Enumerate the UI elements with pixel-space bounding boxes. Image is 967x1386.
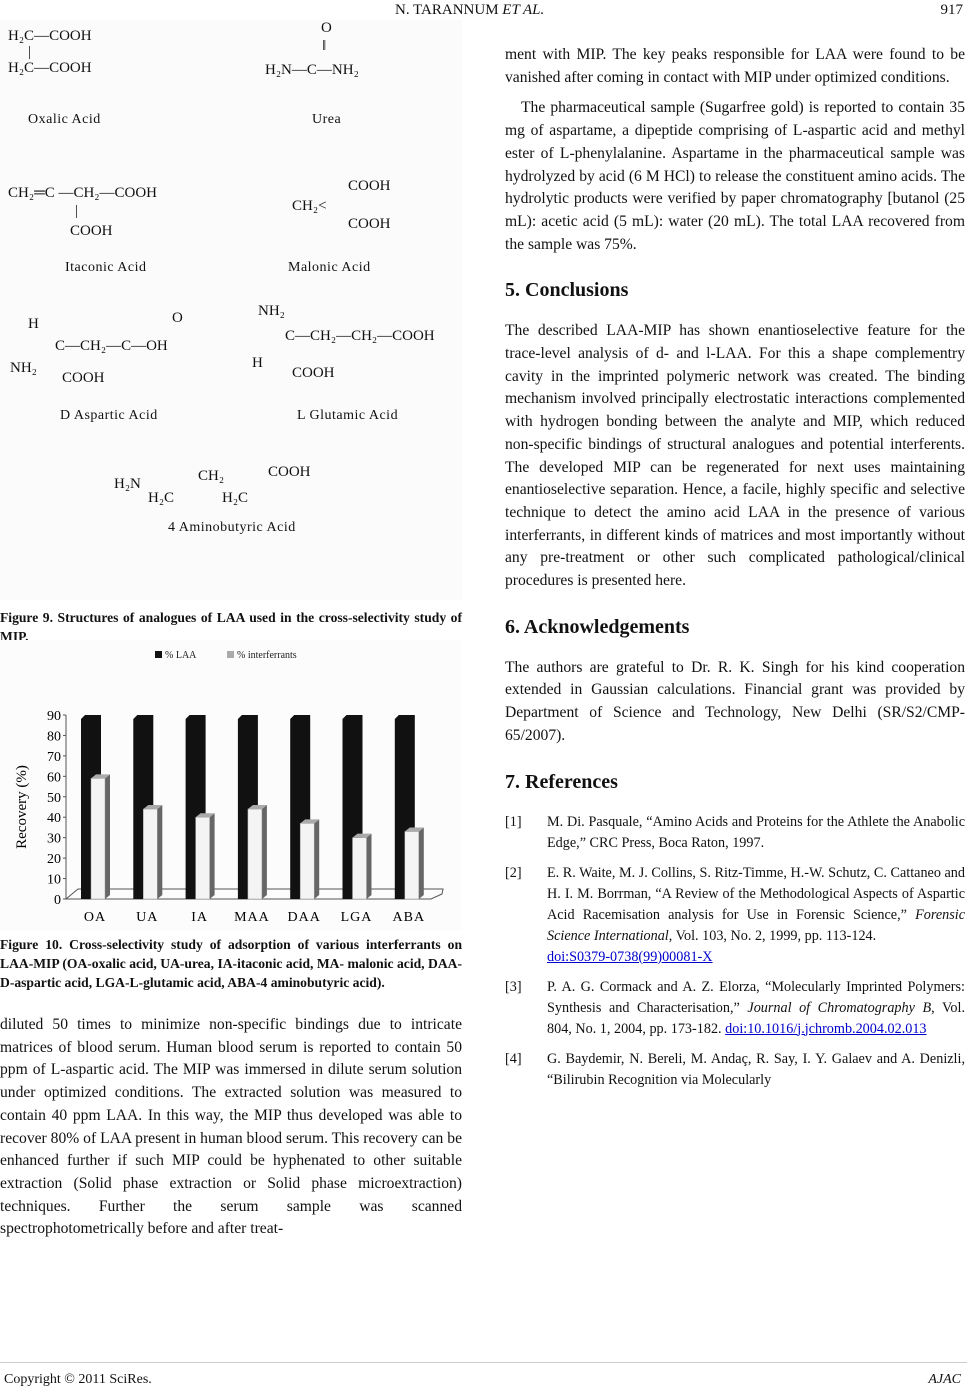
x-tick-label: UA — [136, 910, 159, 925]
x-tick-label: MAA — [234, 910, 270, 925]
daspartic-h: H — [28, 316, 39, 332]
reference-item — [505, 977, 965, 1040]
malonic-cooh1: COOH — [348, 178, 391, 194]
lglutamic-row: C—CH₂—CH₂—COOH — [285, 328, 435, 344]
section-heading-acknowledgements: 6. Acknowledgements — [505, 615, 690, 638]
oxalic-row2: H₂C—COOH — [8, 60, 92, 76]
doi-link[interactable]: doi:10.1016/j.jchromb.2004.02.013 — [725, 1020, 927, 1037]
lglutamic-h: H — [252, 355, 263, 371]
daspartic-cooh: COOH — [62, 370, 105, 386]
reference-text: , Vol. 103, No. 2, 1999, pp. 113-124. — [668, 927, 877, 944]
reference-journal: Forensic Science International — [547, 906, 965, 944]
bar-interferrant — [248, 809, 262, 899]
header-etal: ET AL. — [502, 2, 545, 18]
itaconic-label: Itaconic Acid — [65, 260, 147, 275]
x-tick-label: LGA — [340, 910, 373, 925]
lglutamic-label: L Glutamic Acid — [297, 408, 399, 423]
malonic-label: Malonic Acid — [288, 260, 371, 275]
lglutamic-cooh: COOH — [292, 365, 335, 381]
reference-number: [3] — [505, 978, 522, 995]
oxalic-bond: | — [28, 44, 32, 60]
legend-swatch — [155, 651, 162, 658]
bar-interferrant — [405, 832, 419, 899]
reference-number: [1] — [505, 813, 522, 830]
daspartic-o: O — [172, 310, 183, 326]
aba-label: 4 Aminobutyric Acid — [168, 520, 296, 535]
section-heading-conclusions: 5. Conclusions — [505, 279, 629, 302]
footer-divider — [0, 1362, 967, 1363]
section-heading-references: 7. References — [505, 770, 618, 793]
urea-label: Urea — [312, 112, 342, 127]
doi-link[interactable]: doi:S0379-0738(99)00081-X — [547, 948, 713, 965]
page-number: 917 — [940, 2, 963, 18]
malonic-cooh2: COOH — [348, 216, 391, 232]
y-tick-label: 50 — [47, 790, 61, 806]
y-tick-label: 0 — [54, 893, 61, 908]
y-tick-label: 80 — [47, 729, 61, 745]
y-axis-label: Recovery (%) — [14, 765, 30, 849]
x-tick-label: ABA — [392, 910, 426, 925]
itaconic-bond: | — [75, 203, 79, 219]
y-tick-label: 70 — [47, 749, 61, 765]
y-tick-label: 30 — [47, 831, 61, 847]
reference-number: [4] — [505, 1050, 522, 1067]
urea-o: O — [321, 20, 332, 36]
bar-interferrant — [196, 817, 210, 899]
reference-text: E. R. Waite, M. J. Collins, S. Ritz-Timme, H.-W. Schutz, C. Cattaneo and H. I. M. Borrman, “A Review of the Methodological Aspects of Aspartic Acid Racemisation analysis for Use in Forensic Science,” — [547, 864, 965, 923]
aba-cooh: COOH — [268, 464, 311, 480]
aba-ch2: CH₂ — [198, 468, 225, 484]
bar-interferrant — [91, 778, 105, 899]
aba-h2n: H₂N — [114, 476, 141, 492]
lglutamic-nh2: NH₂ — [258, 303, 285, 319]
bar-interferrant — [300, 823, 314, 899]
reference-text: P. A. G. Cormack and A. Z. Elorza, “Molecularly Imprinted Polymers: Synthesis and Characterisation,” — [547, 978, 965, 1016]
bar-interferrant — [143, 809, 157, 899]
daspartic-label: D Aspartic Acid — [60, 408, 158, 423]
reference-text: M. Di. Pasquale, “Amino Acids and Proteins for the Athlete the Anabolic Edge,” CRC Press, Boca Raton, 1997. — [547, 813, 965, 851]
left-body-text — [0, 1014, 462, 1241]
y-tick-label: 20 — [47, 852, 61, 868]
paragraph: The authors are grateful to Dr. R. K. Singh for his kind cooperation extended in Gaussian calculations. Financial grant was provided by Department of Science and Technology, New Delhi (SR/S2/CMP-65/2007). — [505, 658, 965, 744]
y-tick-label: 10 — [47, 872, 61, 888]
x-tick-label: DAA — [287, 910, 321, 925]
itaconic-cooh: COOH — [70, 223, 113, 239]
daspartic-row: C—CH₂—C—OH — [55, 338, 168, 354]
bar-interferrant-side — [419, 828, 424, 899]
figure-9-caption: Figure 9. Structures of analogues of LAA used in the cross-selectivity study of MIP. — [0, 610, 462, 644]
malonic-ch2: CH₂< — [292, 198, 327, 214]
figure-9-structures — [0, 20, 462, 600]
reference-text: G. Baydemir, N. Bereli, M. Andaç, R. Say, I. Y. Galaev and A. Denizli, “Bilirubin Recognition via Molecularly — [547, 1050, 965, 1088]
figure-10-chart — [0, 640, 462, 930]
bar-interferrant-side — [367, 834, 372, 899]
urea-double-bond: ‖ — [322, 38, 327, 54]
reference-item — [505, 812, 965, 854]
bar-interferrant-side — [157, 805, 162, 899]
oxalic-label: Oxalic Acid — [28, 112, 101, 127]
daspartic-nh2: NH₂ — [10, 360, 37, 376]
y-tick-label: 60 — [47, 770, 61, 786]
paragraph: ment with MIP. The key peaks responsible for LAA were found to be vanished after coming in contact with MIP under optimized conditions. — [505, 46, 965, 86]
legend-swatch — [227, 651, 234, 658]
reference-journal: Journal of Chromatography B — [747, 999, 932, 1016]
right-column — [505, 44, 965, 1100]
figure-10-caption: Figure 10. Cross-selectivity study of adsorption of various interferrants on LAA-MIP (OA-oxalic acid, UA-urea, IA-itaconic acid, MA- malonic acid, DAA-D-aspartic acid, LGA-L-glutamic acid, ABA-4 aminobutyric acid). — [0, 937, 462, 990]
reference-item — [505, 863, 965, 968]
footer-copyright: Copyright © 2011 SciRes. — [4, 1372, 152, 1386]
bar-interferrant-side — [262, 805, 267, 899]
legend-label: % interferrants — [237, 650, 297, 661]
oxalic-row1: H₂C—COOH — [8, 28, 92, 44]
footer-journal: AJAC — [928, 1372, 961, 1386]
reference-text: , Vol. 804, No. 1, 2004, pp. 173-182. — [547, 999, 965, 1037]
urea-row: H₂N—C—NH₂ — [265, 62, 359, 78]
aba-h2c2: H₂C — [222, 490, 249, 506]
reference-number: [2] — [505, 864, 522, 881]
bar-interferrant-side — [210, 813, 215, 899]
bar-interferrant — [353, 838, 367, 899]
reference-item — [505, 1049, 965, 1091]
legend-label: % LAA — [165, 650, 197, 661]
paragraph: The described LAA-MIP has shown enantioselective feature for the trace-level analysis of d- and l-LAA. For this a shape complementry cavity in the imprinted polymeric network was created. The binding mechanism involved principally electrostatic interactions complemented with hydrogen bonding between the analyte and MIP, which reduced non-specific bindings of structural analogues and potential interferents. The developed MIP can be regenerated for next uses maintaining enantioselective separation. Hence, a facile, highly specific and selective technique to detect the amino acid LAA in the presence of various interferrants, in different kinds of matrices and most importantly without any pre-treatment or other such complicated pathological/clinical procedures is presented here. — [505, 322, 965, 590]
paragraph: diluted 50 times to minimize non-specific bindings due to intricate matrices of blood serum. Human blood serum is reported to contain 50 ppm of L-aspartic acid. The MIP was immersed in dilute serum solution under optimized conditions. The extracted solution was measured to contain 40 ppm LAA. In this way, the MIP thus developed was able to recover 80% of LAA present in human blood serum. This recovery can be enhanced further if such MIP could be hyphenated to other suitable extraction (Solid phase extraction or Solid phase microextraction) techniques. Further the serum sample was scanned spectrophotometrically before and after treat- — [0, 1016, 462, 1238]
itaconic-row: CH₂═C —CH₂—COOH — [8, 185, 158, 201]
x-tick-label: OA — [83, 910, 107, 925]
y-tick-label: 90 — [47, 709, 61, 724]
running-header — [395, 2, 544, 19]
header-author: N. TARANNUM — [395, 2, 499, 18]
x-tick-label: IA — [191, 910, 208, 925]
bar-interferrant-side — [105, 774, 110, 899]
paragraph: The pharmaceutical sample (Sugarfree gold) is reported to contain 35 mg of aspartame, a dipeptide comprising of L-aspartic acid and methyl ester of L-phenylalanine. Aspartame in the pharmaceutical sample was hydrolyzed by acid (6 M HCl) to release the constituent amino acids. The hydrolytic products were verified by paper chromatography [butanol (25 mL): acetic acid (5 mL): water (20 mL). The total LAA recovered from the sample was 75%. — [505, 99, 965, 253]
y-tick-label: 40 — [47, 811, 61, 827]
aba-h2c1: H₂C — [148, 490, 175, 506]
bar-interferrant-side — [314, 819, 319, 899]
